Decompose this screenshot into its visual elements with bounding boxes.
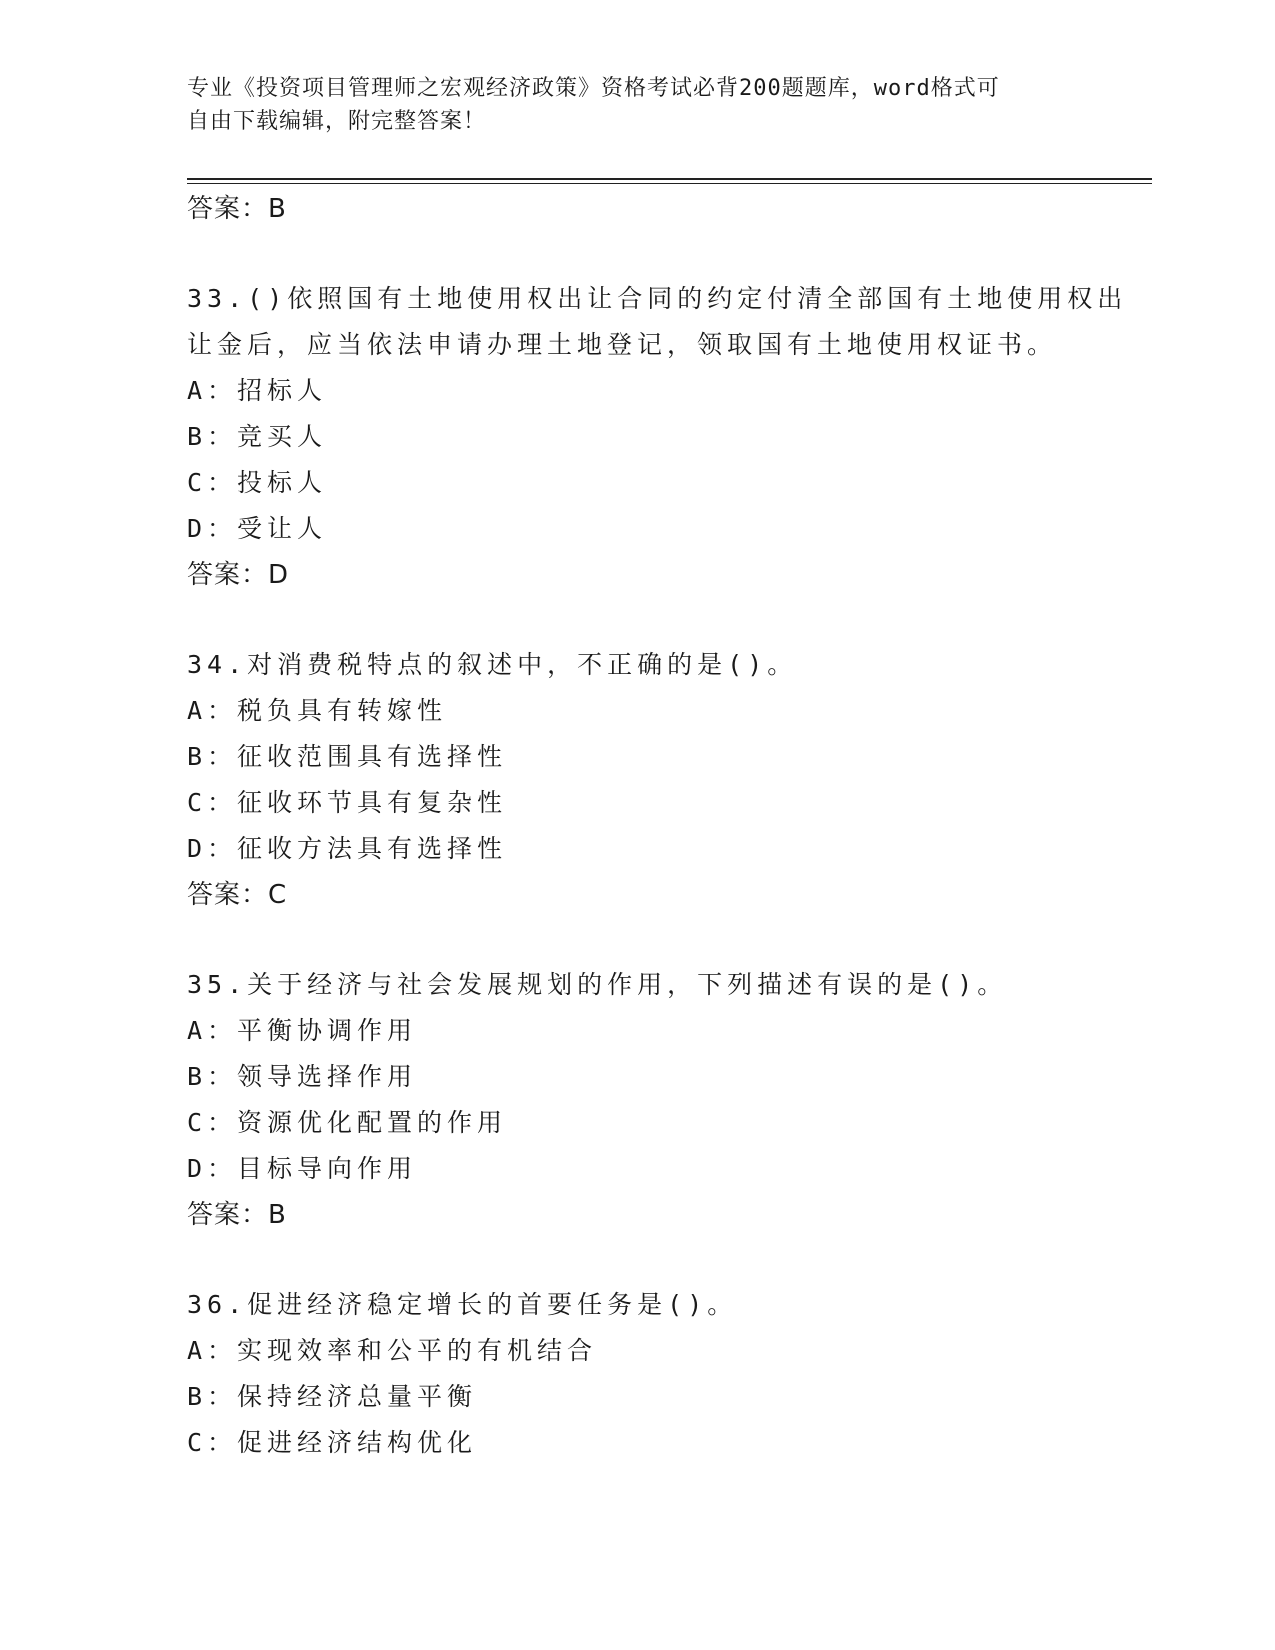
option-a: A：税负具有转嫁性 [187, 696, 448, 725]
option-b: B：保持经济总量平衡 [187, 1382, 478, 1411]
option-d: D：受让人 [187, 514, 328, 543]
option-a: A：招标人 [187, 376, 328, 405]
answer: 答案：B [187, 1200, 287, 1230]
spacer [187, 232, 1147, 276]
option-d: D：目标导向作用 [187, 1154, 418, 1183]
option-c: C：促进经济结构优化 [187, 1428, 478, 1457]
option-a: A：实现效率和公平的有机结合 [187, 1336, 598, 1365]
question-stem-continued: 让金后，应当依法申请办理土地登记，领取国有土地使用权证书。 [187, 330, 1058, 359]
question-35 [187, 962, 1147, 1238]
spacer [187, 1238, 1147, 1282]
option-a: A：平衡协调作用 [187, 1016, 418, 1045]
header-line-1: 专业《投资项目管理师之宏观经济政策》资格考试必背200题题库，word格式可 [187, 76, 1000, 101]
question-33 [187, 276, 1147, 598]
option-b: B：竞买人 [187, 422, 328, 451]
question-34 [187, 642, 1147, 918]
header-rule-thick [187, 178, 1152, 180]
option-b: B：领导选择作用 [187, 1062, 418, 1091]
answer: 答案：C [187, 880, 288, 910]
header-line-2: 自由下载编辑，附完整答案！ [187, 109, 487, 134]
option-c: C：投标人 [187, 468, 328, 497]
page-header [187, 72, 1067, 138]
option-c: C：征收环节具有复杂性 [187, 788, 508, 817]
spacer [187, 598, 1147, 642]
answer: 答案：D [187, 560, 290, 590]
option-c: C：资源优化配置的作用 [187, 1108, 508, 1137]
spacer [187, 918, 1147, 962]
header-rule-thin [187, 183, 1152, 184]
question-list [187, 186, 1147, 1466]
option-b: B：征收范围具有选择性 [187, 742, 508, 771]
question-stem: 35.关于经济与社会发展规划的作用，下列描述有误的是()。 [187, 970, 1008, 999]
question-stem: 36.促进经济稳定增长的首要任务是()。 [187, 1290, 738, 1319]
question-stem: 33.()依照国有土地使用权出让合同的约定付清全部国有土地使用权出 [187, 284, 1128, 313]
option-d: D：征收方法具有选择性 [187, 834, 508, 863]
question-36 [187, 1282, 1147, 1466]
previous-answer: 答案：B [187, 194, 287, 224]
question-stem: 34.对消费税特点的叙述中，不正确的是()。 [187, 650, 798, 679]
